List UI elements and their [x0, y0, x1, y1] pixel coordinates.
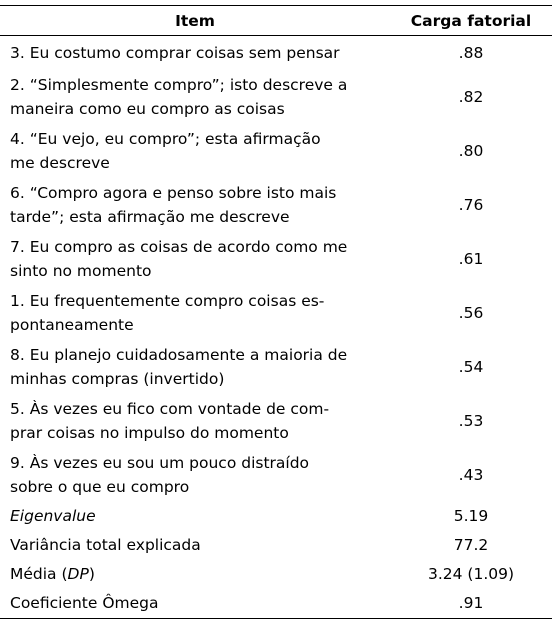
- loading-value: .76: [458, 196, 484, 214]
- table-row: [0, 232, 552, 286]
- loading-value: .43: [458, 466, 484, 484]
- item-text: 6. “Compro agora e penso sobre isto mais tarde”; esta afirmação me descreve: [10, 184, 337, 226]
- item-text: 1. Eu frequentemente compro coisas es- pontaneamente: [10, 292, 325, 334]
- loading-value: .82: [458, 88, 484, 106]
- item-text: 5. Às vezes eu fico com vontade de com- prar coisas no impulso do momento: [10, 400, 330, 442]
- table-row: [0, 124, 552, 178]
- mean-label: Média (DP): [10, 565, 95, 583]
- loading-value: .80: [458, 142, 484, 160]
- factor-loading-table-container: [0, 5, 552, 626]
- item-text: 3. Eu costumo comprar coisas sem pensar: [10, 44, 340, 62]
- variance-label: Variância total explicada: [10, 536, 201, 554]
- loading-value: .53: [458, 412, 484, 430]
- omega-value: .91: [390, 589, 552, 619]
- item-text: 9. Às vezes eu sou um pouco distraído sobre o que eu compro: [10, 454, 310, 496]
- variance-row: [0, 531, 552, 560]
- omega-label: Coeficiente Ômega: [0, 589, 390, 619]
- loading-value: .56: [458, 304, 484, 322]
- header-factor-loading: Carga fatorial: [390, 6, 552, 36]
- item-text: 2. “Simplesmente compro”; isto descreve a maneira como eu compro as coisas: [10, 76, 348, 118]
- eigenvalue-value: 5.19: [453, 507, 489, 525]
- table-row: [0, 178, 552, 232]
- table-row: [0, 286, 552, 340]
- item-text: 8. Eu planejo cuidadosamente a maioria de minhas compras (invertido): [10, 346, 348, 388]
- variance-value: 77.2: [453, 536, 489, 554]
- eigenvalue-row: [0, 502, 552, 531]
- mean-value: 3.24 (1.09): [427, 565, 515, 583]
- table-row: [0, 36, 552, 71]
- loading-value: .88: [458, 44, 484, 62]
- table-row: [0, 340, 552, 394]
- table-header-row: [0, 6, 552, 36]
- table-row: [0, 448, 552, 502]
- loading-value: .54: [458, 358, 484, 376]
- mean-row: [0, 560, 552, 589]
- factor-loading-table: [0, 5, 552, 619]
- eigenvalue-label: Eigenvalue: [10, 507, 96, 525]
- omega-row: [0, 589, 552, 619]
- item-text: 7. Eu compro as coisas de acordo como me sinto no momento: [10, 238, 348, 280]
- table-row: [0, 394, 552, 448]
- header-item: Item: [0, 6, 390, 36]
- item-text: 4. “Eu vejo, eu compro”; esta afirmação me descreve: [10, 130, 321, 172]
- table-row: [0, 70, 552, 124]
- loading-value: .61: [458, 250, 484, 268]
